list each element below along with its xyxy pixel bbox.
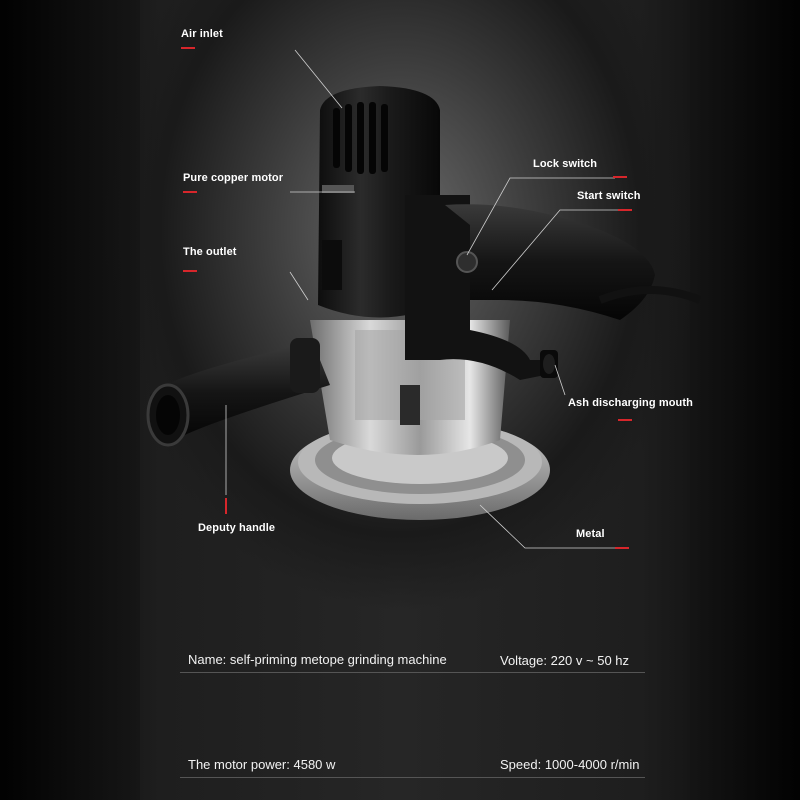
line-ash-discharging-mouth	[555, 365, 565, 395]
spec-name: Name: self-priming metope grinding machine	[188, 652, 447, 667]
label-pure-copper-motor: Pure copper motor	[183, 172, 284, 184]
label-start-switch: Start switch	[577, 190, 641, 202]
spec-divider-1	[180, 672, 645, 673]
red-marker-metal	[615, 547, 629, 549]
label-the-outlet: The outlet	[183, 246, 237, 258]
line-the-outlet	[290, 272, 308, 300]
line-start-switch	[492, 210, 620, 290]
spec-motor-power: The motor power: 4580 w	[188, 757, 336, 772]
label-metal: Metal	[576, 528, 605, 540]
label-air-inlet: Air inlet	[181, 28, 223, 40]
red-marker-start-switch	[618, 209, 632, 211]
line-air-inlet	[295, 50, 342, 108]
red-marker-lock-switch	[613, 176, 627, 178]
label-ash-discharging-mouth: Ash discharging mouth	[568, 397, 693, 409]
red-marker-deputy-handle	[225, 498, 227, 514]
red-marker-pure-copper-motor	[183, 191, 197, 193]
spec-voltage: Voltage: 220 v ~ 50 hz	[500, 653, 630, 668]
red-marker-air-inlet	[181, 47, 195, 49]
red-marker-the-outlet	[183, 270, 197, 272]
line-metal	[480, 505, 615, 548]
spec-speed: Speed: 1000-4000 r/min	[500, 757, 640, 772]
red-marker-ash-discharging-mouth	[618, 419, 632, 421]
spec-divider-2	[180, 777, 645, 778]
label-lock-switch: Lock switch	[533, 158, 598, 170]
label-deputy-handle: Deputy handle	[198, 522, 276, 534]
